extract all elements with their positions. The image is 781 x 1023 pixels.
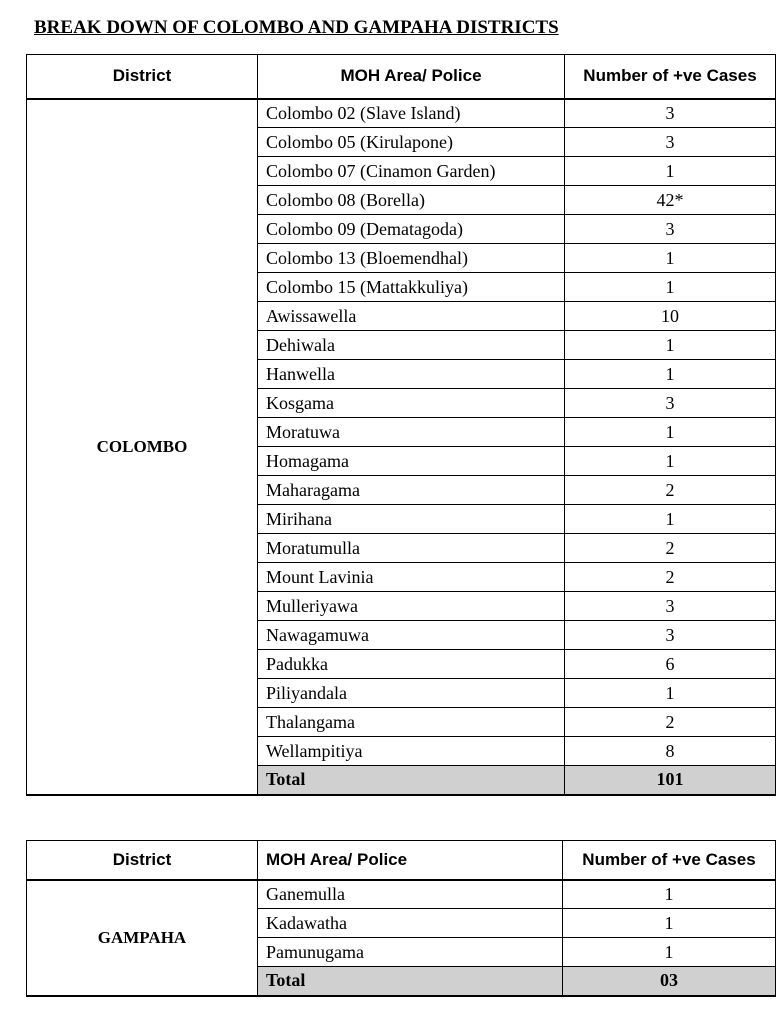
cases-cell: 2 [565, 476, 776, 505]
cases-cell: 1 [565, 360, 776, 389]
moh-area-cell: Colombo 07 (Cinamon Garden) [258, 157, 565, 186]
cases-cell: 1 [565, 244, 776, 273]
cases-cell: 1 [565, 273, 776, 302]
moh-area-cell: Colombo 02 (Slave Island) [258, 99, 565, 128]
moh-area-cell: Padukka [258, 650, 565, 679]
moh-area-header: MOH Area/ Police [258, 55, 565, 99]
cases-cell: 2 [565, 534, 776, 563]
moh-area-cell: Colombo 09 (Dematagoda) [258, 215, 565, 244]
cases-cell: 2 [565, 563, 776, 592]
district-header: District [27, 55, 258, 99]
cases-cell: 1 [565, 331, 776, 360]
cases-header: Number of +ve Cases [565, 55, 776, 99]
total-value: 03 [563, 967, 776, 996]
colombo-table [26, 54, 776, 796]
moh-area-cell: Awissawella [258, 302, 565, 331]
moh-area-cell: Kadawatha [258, 909, 563, 938]
moh-area-cell: Moratumulla [258, 534, 565, 563]
cases-cell: 8 [565, 737, 776, 766]
total-value: 101 [565, 766, 776, 795]
cases-cell: 3 [565, 592, 776, 621]
cases-cell: 1 [565, 157, 776, 186]
cases-cell: 42* [565, 186, 776, 215]
total-label: Total [258, 766, 565, 795]
cases-cell: 1 [563, 938, 776, 967]
moh-area-cell: Kosgama [258, 389, 565, 418]
moh-area-cell: Colombo 13 (Bloemendhal) [258, 244, 565, 273]
gampaha-table [26, 840, 776, 997]
moh-area-cell: Mulleriyawa [258, 592, 565, 621]
gampaha-table-body [27, 880, 776, 996]
moh-area-cell: Mount Lavinia [258, 563, 565, 592]
moh-area-cell: Ganemulla [258, 880, 563, 909]
cases-cell: 3 [565, 128, 776, 157]
cases-cell: 2 [565, 708, 776, 737]
moh-area-cell: Dehiwala [258, 331, 565, 360]
district-header: District [27, 841, 258, 880]
cases-cell: 1 [565, 447, 776, 476]
table-row [27, 99, 776, 128]
moh-area-cell: Maharagama [258, 476, 565, 505]
district-cell: GAMPAHA [27, 880, 258, 996]
colombo-table-body [27, 99, 776, 795]
cases-cell: 10 [565, 302, 776, 331]
cases-cell: 1 [563, 880, 776, 909]
cases-cell: 1 [565, 679, 776, 708]
moh-area-cell: Piliyandala [258, 679, 565, 708]
cases-cell: 3 [565, 389, 776, 418]
moh-area-cell: Pamunugama [258, 938, 563, 967]
moh-area-cell: Moratuwa [258, 418, 565, 447]
district-cell: COLOMBO [27, 99, 258, 795]
moh-area-cell: Homagama [258, 447, 565, 476]
moh-area-cell: Wellampitiya [258, 737, 565, 766]
moh-area-cell: Colombo 15 (Mattakkuliya) [258, 273, 565, 302]
moh-area-cell: Nawagamuwa [258, 621, 565, 650]
cases-cell: 3 [565, 621, 776, 650]
moh-area-header: MOH Area/ Police [258, 841, 563, 880]
moh-area-cell: Thalangama [258, 708, 565, 737]
moh-area-cell: Mirihana [258, 505, 565, 534]
table-row [27, 880, 776, 909]
moh-area-cell: Colombo 05 (Kirulapone) [258, 128, 565, 157]
table-header-row [27, 55, 776, 99]
table-header-row [27, 841, 776, 880]
cases-cell: 3 [565, 99, 776, 128]
cases-cell: 1 [565, 418, 776, 447]
cases-cell: 3 [565, 215, 776, 244]
cases-header: Number of +ve Cases [563, 841, 776, 880]
moh-area-cell: Colombo 08 (Borella) [258, 186, 565, 215]
moh-area-cell: Hanwella [258, 360, 565, 389]
total-label: Total [258, 967, 563, 996]
cases-cell: 1 [565, 505, 776, 534]
cases-cell: 6 [565, 650, 776, 679]
page-title: BREAK DOWN OF COLOMBO AND GAMPAHA DISTRICTS [34, 17, 559, 38]
cases-cell: 1 [563, 909, 776, 938]
